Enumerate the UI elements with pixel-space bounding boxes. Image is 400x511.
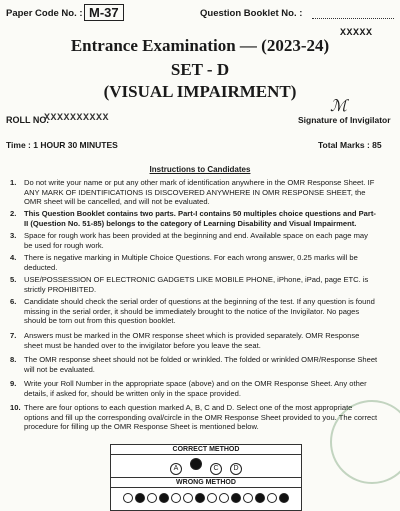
- wrong-bubble: [171, 493, 181, 503]
- total-marks: Total Marks : 85: [318, 140, 382, 150]
- booklet-label: Question Booklet No. :: [200, 8, 303, 19]
- instruction-item: 10. There are four options to each question marked A, B, C and D. Select one of the most appropriate options and fill up the corresponding oval/circle in the OMR Response Sheet provided to you. The correct procedure for filling up the OMR Response Sheet is mentioned below.: [10, 403, 378, 432]
- instruction-item: 6. Candidate should check the serial order of questions at the beginning of the test. If any question is found missing in the serial order, it should be immediately brought to the notice of the Invigilator. No pages should be torn out from this question booklet.: [10, 297, 375, 326]
- wrong-bubble: [195, 493, 205, 503]
- wrong-bubble: [135, 493, 145, 503]
- instruction-item: 3. Space for rough work has been provided at the beginning and end. Available space on each page may be used for rough work.: [10, 231, 368, 250]
- wrong-bubble: [183, 493, 193, 503]
- wrong-method-label: WRONG METHOD: [111, 477, 301, 488]
- wrong-bubble: [147, 493, 157, 503]
- bubble-d: D: [230, 463, 242, 475]
- instruction-item: 4. There is negative marking in Multiple Choice Questions. For each wrong answer, 0.25 marks will be deducted.: [10, 253, 358, 272]
- bubble-b-filled: [190, 458, 202, 470]
- signature-mark: ℳ: [330, 96, 348, 115]
- correct-bubbles: [111, 455, 301, 477]
- instruction-item: 2. This Question Booklet contains two parts. Part-I contains 50 multiples choice questions and Part-II (Question No. 51-85) belongs to the category of Learning Disability and Visual Impairment.: [10, 209, 376, 228]
- bubble-a: A: [170, 463, 182, 475]
- paper-code-label: Paper Code No. :: [6, 8, 83, 19]
- seal-watermark: [330, 400, 400, 484]
- correct-method-label: CORRECT METHOD: [111, 445, 301, 455]
- wrong-bubble: [207, 493, 217, 503]
- booklet-stamp: XXXXX: [340, 28, 373, 39]
- roll-label: ROLL NO.: [6, 115, 49, 125]
- wrong-bubble: [255, 493, 265, 503]
- exam-set: SET - D: [170, 60, 230, 79]
- exam-title: Entrance Examination — (2023-24): [70, 36, 330, 55]
- instruction-item: 1. Do not write your name or put any other mark of identification anywhere in the OMR Response Sheet. IF ANY MARK OF IDENTIFICATIONS IS DISCOVERED ANYWHERE IN OMR RESPONSE SHEET, the OMR sheet will be cancelled, and will not be evaluated.: [10, 178, 375, 207]
- wrong-bubble: [219, 493, 229, 503]
- wrong-bubble: [267, 493, 277, 503]
- signature-label: Signature of Invigilator: [298, 115, 391, 125]
- wrong-bubble: [231, 493, 241, 503]
- booklet-number-line: [312, 18, 394, 19]
- instruction-item: 8. The OMR response sheet should not be folded or wrinkled. The folded or wrinkled OMR/Response Sheet will not be evaluated.: [10, 355, 378, 374]
- wrong-bubble: [159, 493, 169, 503]
- instruction-item: 9. Write your Roll Number in the appropriate space (above) and on the OMR Response Sheet. Any other details, if asked for, should be written only in the space provided.: [10, 379, 367, 398]
- instruction-item: 7. Answers must be marked in the OMR response sheet which is provided separately. OMR Response sheet must be handed over to the invigilator before you leave the seat.: [10, 331, 360, 350]
- wrong-bubble: [123, 493, 133, 503]
- paper-code: M-37: [84, 4, 124, 21]
- wrong-bubbles: [111, 488, 301, 510]
- exam-subtitle: (VISUAL IMPAIRMENT): [103, 82, 297, 101]
- bubble-c: C: [210, 463, 222, 475]
- instructions-heading: Instructions to Candidates: [149, 165, 251, 174]
- wrong-bubble: [243, 493, 253, 503]
- instruction-item: 5. USE/POSSESSION OF ELECTRONIC GADGETS LIKE MOBILE PHONE, iPhone, iPad, page ETC. is strictly PROHIBITED.: [10, 275, 369, 294]
- wrong-bubble: [279, 493, 289, 503]
- method-box: [110, 444, 302, 511]
- roll-value: XXXXXXXXXX: [44, 113, 110, 124]
- time-info: Time : 1 HOUR 30 MINUTES: [6, 140, 118, 150]
